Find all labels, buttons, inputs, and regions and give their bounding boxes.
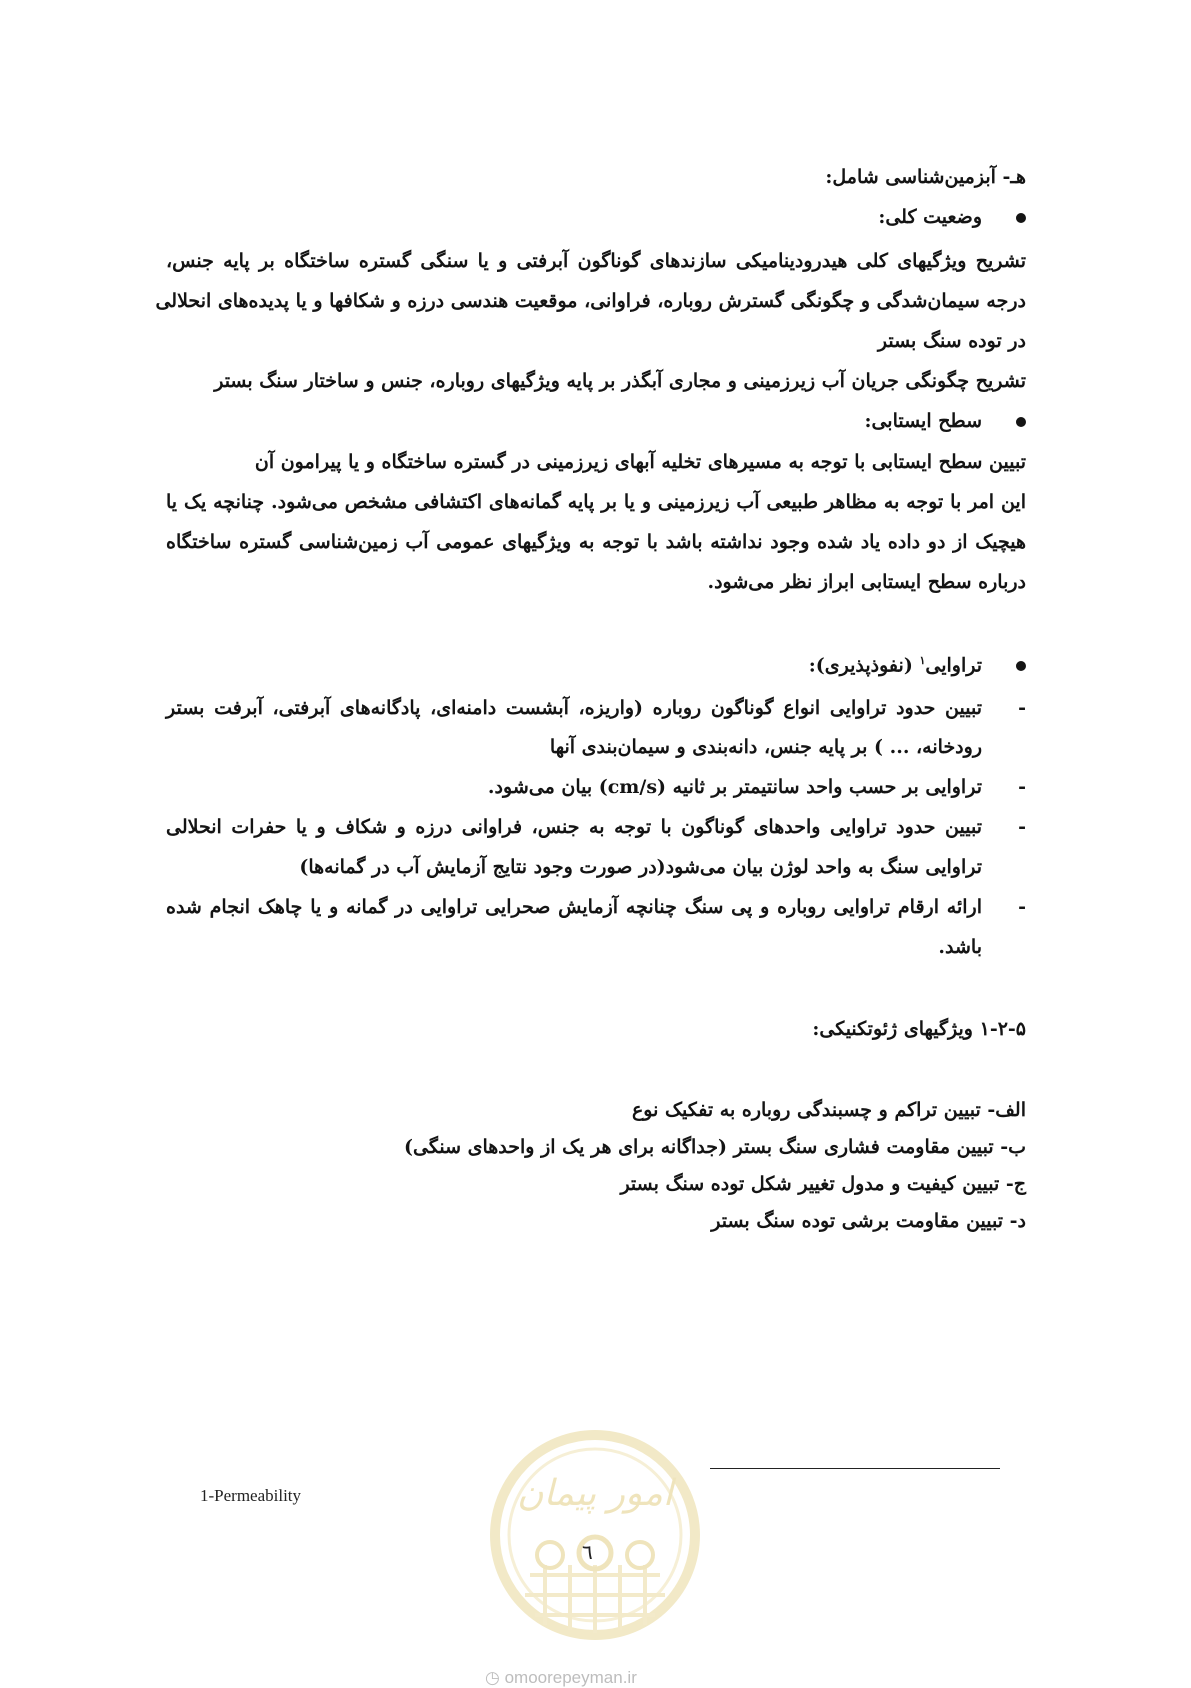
footnote-rule: [710, 1468, 1000, 1469]
watermark-logo-icon: [475, 1425, 715, 1665]
watermark-url: [485, 1668, 637, 1688]
geotech-item: ب- تبیین مقاومت فشاری سنگ بستر (جداگانه برای هر یک از واحدهای سنگی): [404, 1136, 1026, 1158]
bullet-label: تراوایی: [925, 654, 982, 677]
dash-marker: -: [1018, 816, 1026, 838]
bullet-dot-icon: [1016, 417, 1026, 427]
geotech-item: ج- تبیین کیفیت و مدول تغییر شکل توده سنگ بستر: [620, 1173, 1026, 1195]
paragraph-line: در توده سنگ بستر: [877, 330, 1026, 352]
dash-item-text: تبیین حدود تراوایی انواع گوناگون روباره (واریزه، آبشست دامنه‌ای، پادگانه‌های آبرفتی، آبرفت بستر: [166, 697, 982, 719]
dash-item-text: تبیین حدود تراوایی واحدهای گوناگون با توجه به جنس، فراوانی درزه و شکاف و یا حفرات انحلالی: [166, 816, 982, 838]
dash-item-continuation: رودخانه، ... ) بر پایه جنس، دانه‌بندی و سیمان‌بندی آنها: [549, 736, 982, 758]
section-heading-geotechnical: ۱-۲-۵ ویژگیهای ژئوتکنیکی:: [812, 1018, 1026, 1040]
geotech-item: د- تبیین مقاومت برشی توده سنگ بستر: [711, 1210, 1026, 1232]
dash-item-continuation: تراوایی سنگ به واحد لوژن بیان می‌شود(در صورت وجود نتایج آزمایش آب در گمانه‌ها): [299, 856, 982, 878]
footnote: 1-Permeability: [200, 1486, 302, 1505]
paragraph-line: تبیین سطح ایستابی با توجه به مسیرهای تخلیه آبهای زیرزمینی در گستره ساختگاه و یا پیرامون آن: [254, 451, 1026, 473]
section-heading-hydrogeology: هـ- آبزمین‌شناسی شامل:: [825, 166, 1026, 188]
bullet-dot-icon: [1016, 661, 1026, 671]
footnote-marker: ۱: [919, 654, 926, 667]
bullet-water-level: [864, 410, 1026, 432]
paragraph-line: هیچیک از دو داده یاد شده وجود نداشته باشد با توجه به ویژگیهای عمومی آب زمین‌شناسی گستره ساختگاه: [166, 531, 1026, 553]
paragraph-line: این امر با توجه به مظاهر طبیعی آب زیرزمینی و یا بر پایه گمانه‌های اکتشافی مشخص می‌شود. چنانچه یک یا: [166, 491, 1026, 513]
dash-marker: -: [1018, 776, 1026, 798]
paragraph-line: درباره سطح ایستابی ابراز نظر می‌شود.: [707, 571, 1026, 593]
bullet-label: سطح ایستابی:: [864, 410, 982, 432]
dash-item-text: ارائه ارقام تراوایی روباره و پی سنگ چنانچه آزمایش صحرایی تراوایی در گمانه و یا چاهک انجام شده: [166, 896, 982, 918]
paragraph-line: تشریح ویژگیهای کلی هیدرودینامیکی سازندهای گوناگون آبرفتی و یا سنگی گستره ساختگاه بر پایه جنس،: [166, 250, 1026, 272]
bullet-permeability: [809, 654, 1026, 676]
paragraph-line: تشریح چگونگی جریان آب زیرزمینی و مجاری آبگذر بر پایه ویژگیهای روباره، جنس و ساختار سنگ بستر: [214, 370, 1026, 392]
bullet-label: وضعیت کلی:: [878, 206, 982, 228]
page-number: ٦: [582, 1540, 593, 1564]
geotech-item: الف- تبیین تراکم و چسبندگی روباره به تفکیک نوع: [631, 1099, 1026, 1121]
dash-marker: -: [1018, 896, 1026, 918]
dash-item-continuation: باشد.: [938, 936, 982, 958]
watermark-url-text: omoorepeyman.ir: [504, 1668, 637, 1687]
bullet-label-rest: (نفوذپذیری):: [808, 654, 920, 677]
watermark-logo-text: امور پیمان: [517, 1473, 673, 1514]
globe-icon: ◷: [485, 1668, 500, 1687]
dash-marker: -: [1018, 697, 1026, 719]
paragraph-line: درجه سیمان‌شدگی و چگونگی گسترش روباره، فراوانی، موقعیت هندسی درزه و شکافها و یا پدیده‌های انحلالی: [155, 290, 1026, 312]
bullet-dot-icon: [1016, 213, 1026, 223]
dash-item-text: تراوایی بر حسب واحد سانتیمتر بر ثانیه (cm/s) بیان می‌شود.: [487, 776, 982, 798]
bullet-general-status: [878, 206, 1026, 228]
